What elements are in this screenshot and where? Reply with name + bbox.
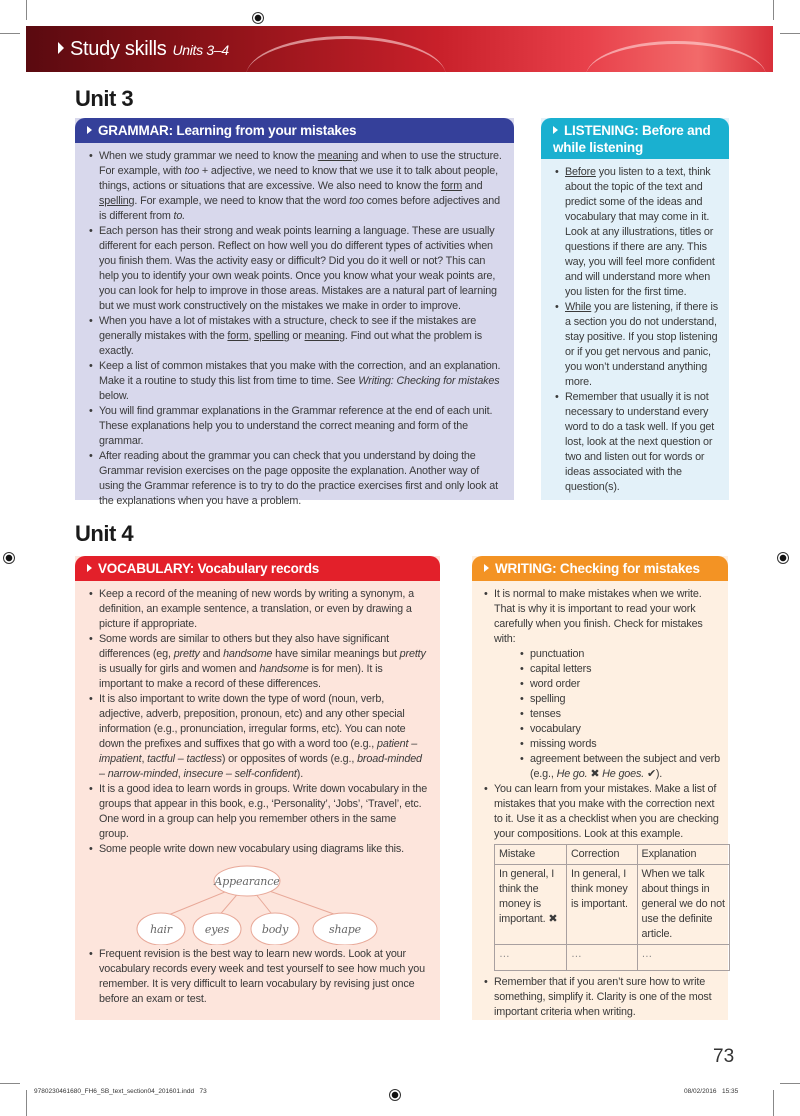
italic-text: patient – impatient [99,738,418,765]
arrow-icon [484,564,489,572]
page-number: 73 [713,1046,735,1067]
header-banner [26,26,773,72]
arrow-icon [553,126,558,134]
list-item-text: It is also important to write down the type of word (noun, verb, adjective, adverb, preposition, pronoun, etc) and any other special information (e.g., pronunciation, irregular forms, etc). You can note down the prefixes and suffixes that go with a word too (e.g., [99,693,406,750]
underlined-text: form [227,330,249,342]
list-item [520,722,720,737]
list-item [89,842,428,857]
diagram-label: body [261,923,289,936]
list-item-text: , [177,768,184,780]
registration-mark-icon [252,12,264,24]
vocabulary-title: VOCABULARY: Vocabulary records [98,561,320,576]
list-item [89,587,428,632]
list-item-text: comes before adjectives and is different from [99,195,500,222]
list-item [555,300,723,390]
list-item [484,782,720,842]
list-item-text: . For example, we need to know that the word [134,195,350,207]
list-item-text: Keep a list of common mistakes that you make with the correction, and an explanation. Make it a routine to study this list from time to time. See [99,360,501,387]
list-item [89,632,428,692]
list-item-text: ✔). [644,768,663,780]
list-item-text: You will find grammar explanations in the Grammar reference at the end of each unit. These explanations help you to understand the correct meaning and form of the grammar. [99,405,493,447]
list-item [520,662,720,677]
table-header: Correction [567,845,638,865]
unit4-heading: Unit 4 [75,521,134,546]
arrow-icon [58,42,64,54]
list-item [89,404,502,449]
underlined-text: spelling [254,330,290,342]
italic-text: handsome [223,648,273,660]
diagram-label: hair [150,923,172,936]
table-cell: In general, I think money is important. [567,865,638,945]
table-header-row [495,845,730,865]
unit3-heading: Unit 3 [75,86,134,111]
table-header: Mistake [495,845,567,865]
crop-mark [773,1090,774,1116]
footer-date: 08/02/2016 15:35 [684,1088,739,1095]
list-item [520,647,720,662]
list-item [89,314,502,359]
vocabulary-box [75,556,440,1020]
vocabulary-diagram [75,863,415,945]
registration-mark-icon [3,552,15,564]
vocabulary-list-end [89,947,428,1007]
list-item-text: ). [296,768,304,780]
mistakes-table [494,844,730,971]
footer-file-name: 9780230461680_FH6_SB_text_section04_201601.indd 73 [34,1088,207,1095]
italic-text: too [349,195,364,207]
list-item-text: have similar meanings but [272,648,400,660]
list-item [520,737,720,752]
italic-text: tactful – tactless [147,753,222,765]
italic-text: too [184,165,200,177]
underlined-text: form [441,180,463,192]
page-title: Study skills [70,38,167,60]
list-item-text: , [141,753,148,765]
italic-text: He goes. [602,768,645,780]
list-item-text: you are listening, if there is a section you do not understand, stay positive. If you stop listening or if you get nervous and panic, you won’t understand anything more. [565,301,719,388]
table-row [495,945,730,971]
italic-text: to. [173,210,186,222]
list-item-text: It is a good idea to learn words in groups. Write down vocabulary in the groups that appear in this book, e.g., ‘Personality’, ‘Jobs’, ‘Travel’, etc. One word in a group can help you remember others in the same group. [99,783,428,840]
writing-box [472,556,728,1020]
list-item [520,677,720,692]
table-header: Explanation [637,845,729,865]
list-item [89,782,428,842]
list-item [89,692,428,782]
list-item [89,149,502,224]
list-item-text: ✖ [587,768,603,780]
writing-checklist [520,647,720,782]
list-item-text: Remember that usually it is not necessary to understand every word to do a task well. If you get lost, look at the next question or two and listen out for words or ideas associated with the question(s). [565,391,715,493]
list-item [89,359,502,404]
writing-middle [484,782,720,842]
crop-mark [780,1083,800,1084]
list-item-text: punctuation [530,648,585,660]
vocabulary-list [89,587,428,857]
page-subtitle: Units 3–4 [172,42,229,58]
list-item-text: agreement between the subject and verb (e.g., [530,753,720,780]
list-item-text: Frequent revision is the best way to learn new words. Look at your vocabulary records every week and test yourself to see how much you remember. It is very difficult to learn vocabulary by revising just once before an exam or test. [99,948,426,1005]
list-item-text: Keep a record of the meaning of new words by writing a synonym, a definition, an example sentence, a translation, or even by drawing a picture if appropriate. [99,588,414,630]
arrow-icon [87,126,92,134]
list-item-text: Some words are similar to others but they also have significant differences (eg, [99,633,390,660]
italic-text: broad-minded – narrow-minded [99,753,422,780]
listening-box [541,118,729,500]
list-item-text: and [199,648,224,660]
list-item-text: Remember that if you aren’t sure how to write something, simplify it. Clarity is one of the most important criteria when writing. [494,976,712,1018]
list-item [484,587,720,647]
arrow-icon [87,564,92,572]
list-item-text: is usually for girls and women and [99,663,260,675]
list-item-text: Each person has their strong and weak points learning a language. These are usually different for each person. Reflect on how well you do different types of activities when you finish them. Was the activity easy or difficult? Did you do it well or not? This can help you to identify your own weak points. Once you know what your weak points are, you can look for help to improve in those areas. Mistakes are a natural part of learning but we must work constructively on the mistakes we make in order to improve. [99,225,497,312]
list-item [89,449,502,509]
diagram-center-label: Appearance [214,875,280,888]
list-item [89,947,428,1007]
crop-mark [773,0,774,20]
crop-mark [780,33,800,34]
list-item-text: is for men). It is important to make a record of these differences. [99,663,383,690]
list-item-text: When we study grammar we need to know the [99,150,318,162]
crop-mark [26,1090,27,1116]
list-item-text: word order [530,678,581,690]
list-item [555,390,723,495]
crop-mark [26,0,27,20]
list-item-text: . Find out what the problem is exactly. [99,330,483,357]
underlined-text: Before [565,166,596,178]
writing-list-end [484,975,720,1020]
italic-text: insecure – self-confident [183,768,297,780]
list-item-text: , [248,330,255,342]
registration-mark-icon [389,1089,401,1101]
list-item-text: below. [99,390,129,402]
crop-mark [0,1083,20,1084]
table-cell: … [567,945,638,971]
list-item-text: When you have a lot of mistakes with a structure, check to see if the mistakes are generally mistakes with the [99,315,477,342]
underlined-text: spelling [99,195,135,207]
writing-title: WRITING: Checking for mistakes [495,561,700,576]
listening-list [555,165,723,495]
list-item-text: spelling [530,693,566,705]
list-item-text: After reading about the grammar you can check that you understand by doing the Grammar revision exercises on the page opposite the explanation. Another way of using the Grammar reference is to try to do the practice exercises first and only look at the explanations when you have a problem. [99,450,498,507]
table-cell: … [637,945,729,971]
list-item-text: you listen to a text, think about the topic of the text and predict some of the ideas and vocabulary that may come in it. Look at any illustrations, titles or questions if there are any. This way, you will feel more confident and will understand more when you listen for the first time. [565,166,715,298]
table-cell: When we talk about things in general we do not use the definite article. [637,865,729,945]
diagram-label: shape [328,923,362,936]
grammar-list [89,149,502,509]
list-item-text: and when to use the structure. For example, with [99,150,502,177]
italic-text: pretty [399,648,426,660]
table-cell: … [495,945,567,971]
list-item-text: It is normal to make mistakes when we write. That is why it is important to read your work carefully when you finish. Check for mistakes with: [494,588,703,645]
italic-text: handsome [259,663,309,675]
list-item-text: tenses [530,708,561,720]
list-item [89,224,502,314]
diagram-label: eyes [204,923,230,936]
list-item [520,752,720,782]
list-item-text: Some people write down new vocabulary using diagrams like this. [99,843,405,855]
underlined-text: meaning [317,150,359,162]
list-item-text: vocabulary [530,723,581,735]
list-item-text: or [289,330,305,342]
list-item [555,165,723,300]
list-item-text: You can learn from your mistakes. Make a list of mistakes that you make with the correction next to it. Use it as a checklist when you are checking your compositions. Look at this example. [494,783,719,840]
list-item-text: + adjective, we need to know that we use it to talk about people, things, actions or situations that are excessive. We also need to know the [99,165,498,192]
crop-mark [0,33,20,34]
registration-mark-icon [777,552,789,564]
table-row [495,865,730,945]
italic-text: pretty [173,648,200,660]
list-item-text: capital letters [530,663,592,675]
list-item [520,692,720,707]
table-cell: In general, I think the money is important. ✖ [495,865,567,945]
list-item-text: and [462,180,483,192]
listening-title: LISTENING: Before and while listening [553,123,711,155]
grammar-title: GRAMMAR: Learning from your mistakes [98,123,357,138]
grammar-box [75,118,514,507]
underlined-text: While [565,301,592,313]
italic-text: Writing: Checking for mistakes [358,375,500,387]
list-item-text: ) or opposites of words (e.g., [221,753,358,765]
writing-intro [484,587,720,647]
list-item [484,975,720,1020]
list-item [520,707,720,722]
underlined-text: meaning [304,330,345,342]
italic-text: He go. [556,768,588,780]
list-item-text: missing words [530,738,597,750]
